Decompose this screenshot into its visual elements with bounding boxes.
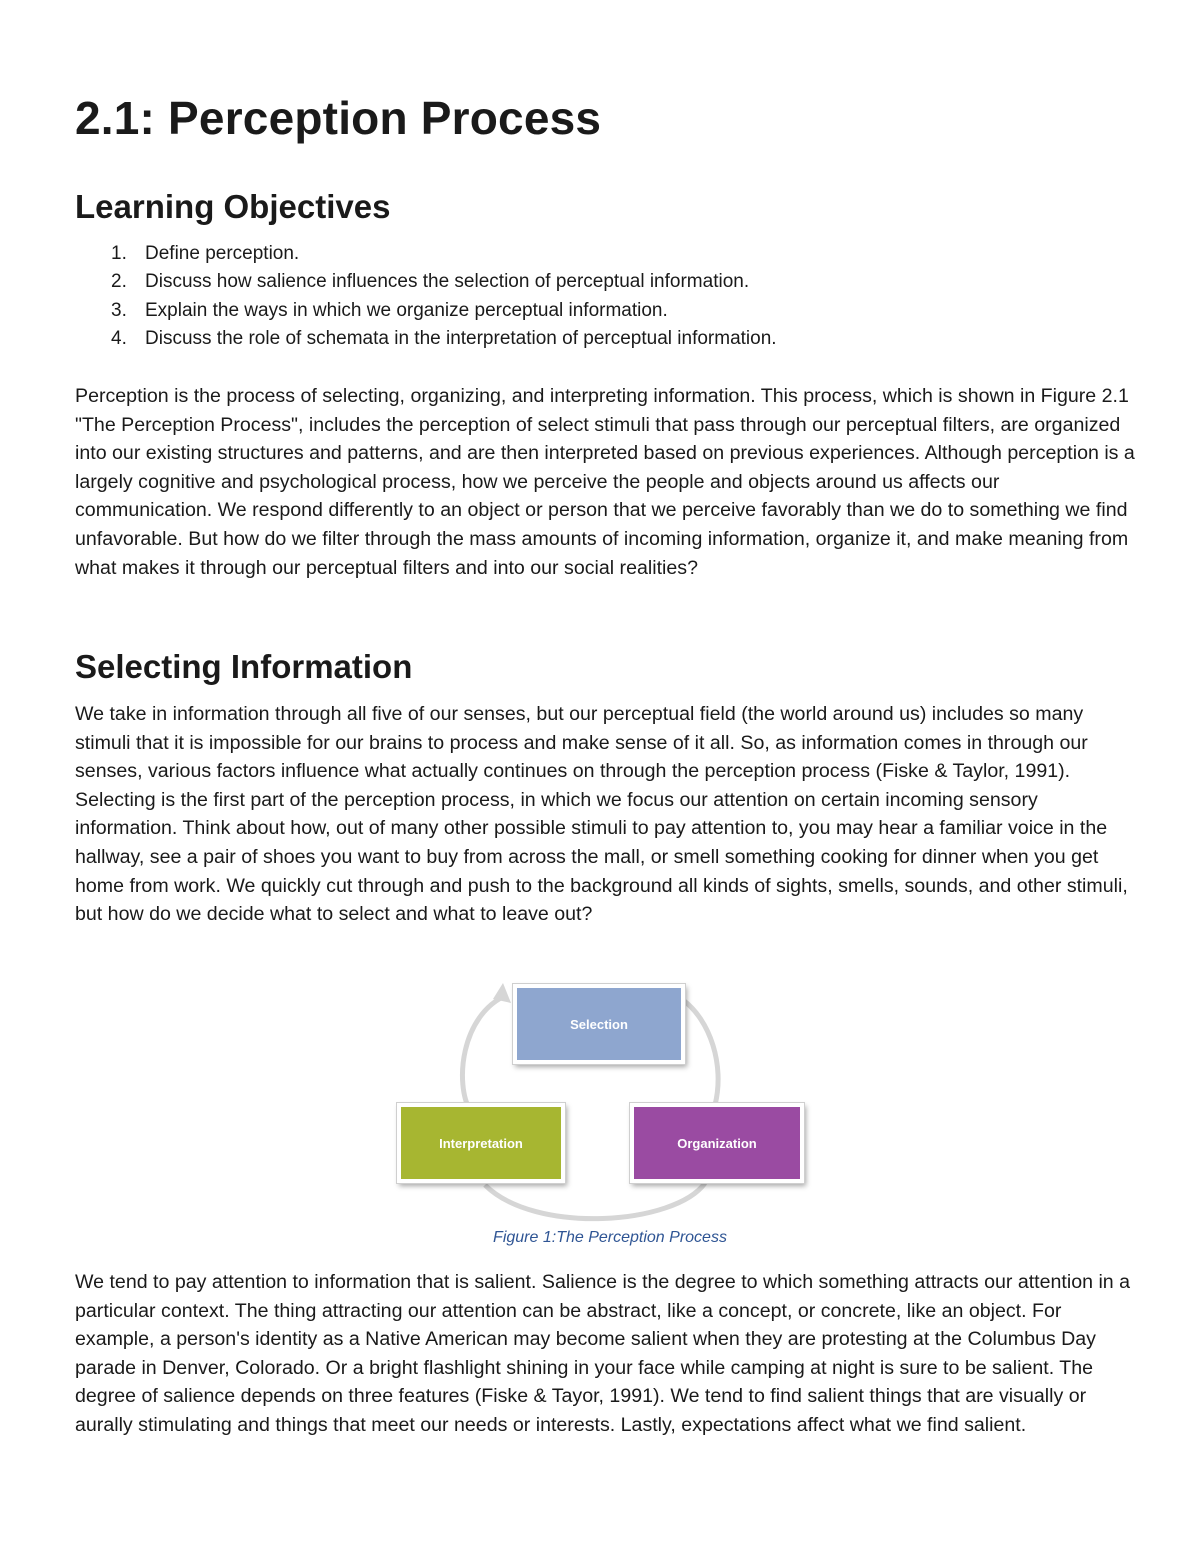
objective-item <box>75 240 777 268</box>
selection-box: Selection <box>513 984 685 1064</box>
objective-text: Define perception. <box>145 243 300 264</box>
organization-box: Organization <box>630 1103 804 1183</box>
objective-item <box>75 268 777 296</box>
objective-item <box>75 325 777 353</box>
selecting-information-heading: Selecting Information <box>75 648 413 685</box>
objective-text: Discuss the role of schemata in the interpretation of perceptual information. <box>145 327 777 349</box>
intro-paragraph: Perception is the process of selecting, organizing, and interpreting information. This process, which is shown in Figure 2.1 "The Perception Process", includes the perception of select stimuli that pass through our perceptual filters, are organized into our existing structures and patterns, and are then interpreted based on previous experiences. Although perception is a largely cognitive and psychological process, how we perceive the people and objects around us affects our communication. We respond differently to an object or person that we perceive favorably than we do to something we find unfavorable. But how do we filter through the mass amounts of incoming information, organize it, and make meaning from what makes it through our perceptual filters and into our social realities? <box>75 385 1135 579</box>
cycle-arc-left <box>462 995 507 1110</box>
cycle-arc-bottom <box>485 1183 705 1219</box>
objective-number: 4. <box>111 327 127 349</box>
objective-number: 1. <box>111 243 127 264</box>
salience-paragraph: We tend to pay attention to information that is salient. Salience is the degree to which something attracts our attention in a particular context. The thing attracting our attention can be abstract, like a concept, or concrete, like an object. For example, a person's identity as a Native American may become salient when they are protesting at the Columbus Day parade in Denver, Colorado. Or a bright flashlight shining in your face while camping at night is sure to be salient. The degree of salience depends on three features (Fiske & Tayor, 1991). We tend to find salient things that are visually or aurally stimulating and things that meet our needs or interests. Lastly, expectations affect what we find salient. <box>75 1271 1131 1436</box>
cycle-arc-right <box>683 1000 718 1105</box>
selecting-paragraph: We take in information through all five of our senses, but our perceptual field (the world around us) includes so many stimuli that it is impossible for our brains to process and make sense of it all. So, as information comes in through our senses, various factors influence what actually continues on through the perception process (Fiske & Taylor, 1991). Selecting is the first part of the perception process, in which we focus our attention on certain incoming sensory information. Think about how, out of many other possible stimuli to pay attention to, you may hear a familiar voice in the hallway, see a pair of shoes you want to buy from across the mall, or smell something cooking for dinner when you get home from work. We quickly cut through and push to the background all kinds of sights, smells, sounds, and other stimuli, but how do we decide what to select and what to leave out? <box>75 703 1128 926</box>
figure-caption: Figure 1:The Perception Process <box>493 1229 727 1246</box>
objective-number: 3. <box>111 299 127 321</box>
objective-text: Explain the ways in which we organize perceptual information. <box>145 299 668 321</box>
objective-text: Discuss how salience influences the selection of perceptual information. <box>145 271 750 293</box>
objective-item <box>75 297 777 325</box>
objectives-list <box>75 240 777 353</box>
page-title: 2.1: Perception Process <box>75 92 602 144</box>
perception-process-diagram <box>385 975 815 1230</box>
objective-number: 2. <box>111 271 127 293</box>
interpretation-box: Interpretation <box>397 1103 565 1183</box>
learning-objectives-heading: Learning Objectives <box>75 188 391 225</box>
